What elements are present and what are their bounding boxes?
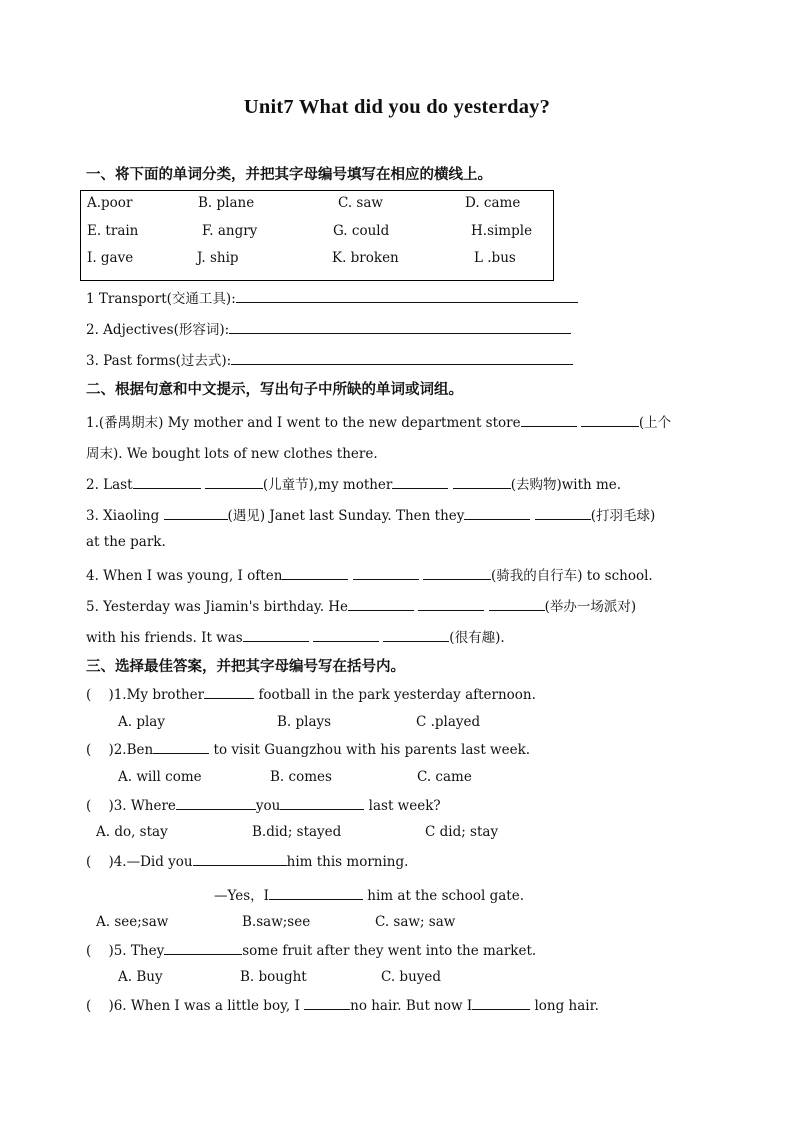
section-1-heading: 一、将下面的单词分类，并把其字母编号填写在相应的横线上。 [86,167,492,183]
option-b[interactable]: B. plays [277,714,332,730]
answer-blank[interactable] [535,507,591,520]
option-a[interactable]: A. will come [118,769,202,785]
option-c[interactable]: C did; stay [425,824,499,840]
word-item: L .bus [474,250,516,266]
mc-question-1: ( )1.My brother football in the park yesterday afternoon. [86,687,536,703]
s2-question-3: 3. Xiaoling (遇见) Janet last Sunday. Then they (打羽毛球) [86,508,656,524]
page-title: Unit7 What did you do yesterday? [243,96,551,118]
answer-blank[interactable] [205,476,263,489]
answer-blank[interactable] [164,942,242,955]
word-item: K. broken [332,250,399,266]
answer-blank[interactable] [521,414,577,427]
option-a[interactable]: A. Buy [118,969,163,985]
option-c[interactable]: C. buyed [381,969,442,985]
answer-blank[interactable] [453,476,511,489]
answer-blank[interactable] [231,352,573,365]
word-item: H.simple [471,223,533,239]
option-b[interactable]: B. bought [240,969,307,985]
s2-question-1: 1.(番禺期末) My mother and I went to the new department store (上个 [86,415,672,431]
word-item: E. train [87,223,139,239]
option-c[interactable]: C. came [417,769,472,785]
answer-blank[interactable] [489,598,545,611]
answer-blank[interactable] [464,507,530,520]
answer-blank[interactable] [176,797,256,810]
section-3-heading: 三、选择最佳答案，并把其字母编号写在括号内。 [86,659,405,675]
s2-question-5: 5. Yesterday was Jiamin's birthday. He (举办一场派对) [86,599,637,615]
word-item: B. plane [198,195,255,211]
word-item: G. could [333,223,390,239]
category-transport: 1 Transport(交通工具): [86,287,578,307]
word-item: F. angry [202,223,258,239]
answer-blank[interactable] [348,598,414,611]
word-bank-box [80,190,554,281]
s2-question-3-cont: at the park. [86,534,166,550]
option-b[interactable]: B.saw;see [242,914,311,930]
mc-question-3: ( )3. Where you last week? [86,798,441,814]
option-c[interactable]: C .played [416,714,481,730]
option-a[interactable]: A. do, stay [96,824,168,840]
option-b[interactable]: B. comes [270,769,332,785]
category-adjectives: 2. Adjectives(形容词): [86,318,571,338]
mc-question-5: ( )5. They some fruit after they went into the market. [86,943,537,959]
s2-question-5-cont: with his friends. It was (很有趣). [86,630,505,646]
section-2-heading: 二、根据句意和中文提示，写出句子中所缺的单词或词组。 [86,382,463,398]
s2-question-2: 2. Last (儿童节),my mother (去购物)with me. [86,477,622,493]
word-item: D. came [465,195,521,211]
mc-question-6: ( )6. When I was a little boy, I no hair. But now I long hair. [86,998,599,1014]
answer-blank[interactable] [133,476,201,489]
answer-blank[interactable] [236,290,578,303]
word-item: I. gave [87,250,134,266]
mc-question-4-reply: —Yes，I him at the school gate. [214,888,525,904]
answer-blank[interactable] [383,629,449,642]
category-past-forms: 3. Past forms(过去式): [86,349,573,369]
answer-blank[interactable] [304,997,350,1010]
answer-blank[interactable] [164,507,228,520]
answer-blank[interactable] [193,853,287,866]
answer-blank[interactable] [353,567,419,580]
answer-blank[interactable] [153,741,209,754]
s2-question-1-cont: 周末). We bought lots of new clothes there. [86,446,378,462]
word-item: C. saw [338,195,383,211]
answer-blank[interactable] [418,598,484,611]
answer-blank[interactable] [282,567,348,580]
answer-blank[interactable] [204,686,254,699]
answer-blank[interactable] [269,887,363,900]
mc-question-4: ( )4.—Did you him this morning. [86,854,409,870]
answer-blank[interactable] [243,629,309,642]
s2-question-4: 4. When I was young, I often (骑我的自行车) to school. [86,568,653,584]
option-b[interactable]: B.did; stayed [252,824,342,840]
answer-blank[interactable] [392,476,448,489]
answer-blank[interactable] [581,414,639,427]
option-a[interactable]: A. play [118,714,165,730]
option-a[interactable]: A. see;saw [96,914,169,930]
answer-blank[interactable] [313,629,379,642]
word-item: J. ship [197,250,239,266]
answer-blank[interactable] [229,321,571,334]
answer-blank[interactable] [472,997,530,1010]
answer-blank[interactable] [423,567,491,580]
mc-question-2: ( )2.Ben to visit Guangzhou with his parents last week. [86,742,531,758]
answer-blank[interactable] [280,797,364,810]
option-c[interactable]: C. saw; saw [375,914,456,930]
word-item: A.poor [87,195,133,211]
